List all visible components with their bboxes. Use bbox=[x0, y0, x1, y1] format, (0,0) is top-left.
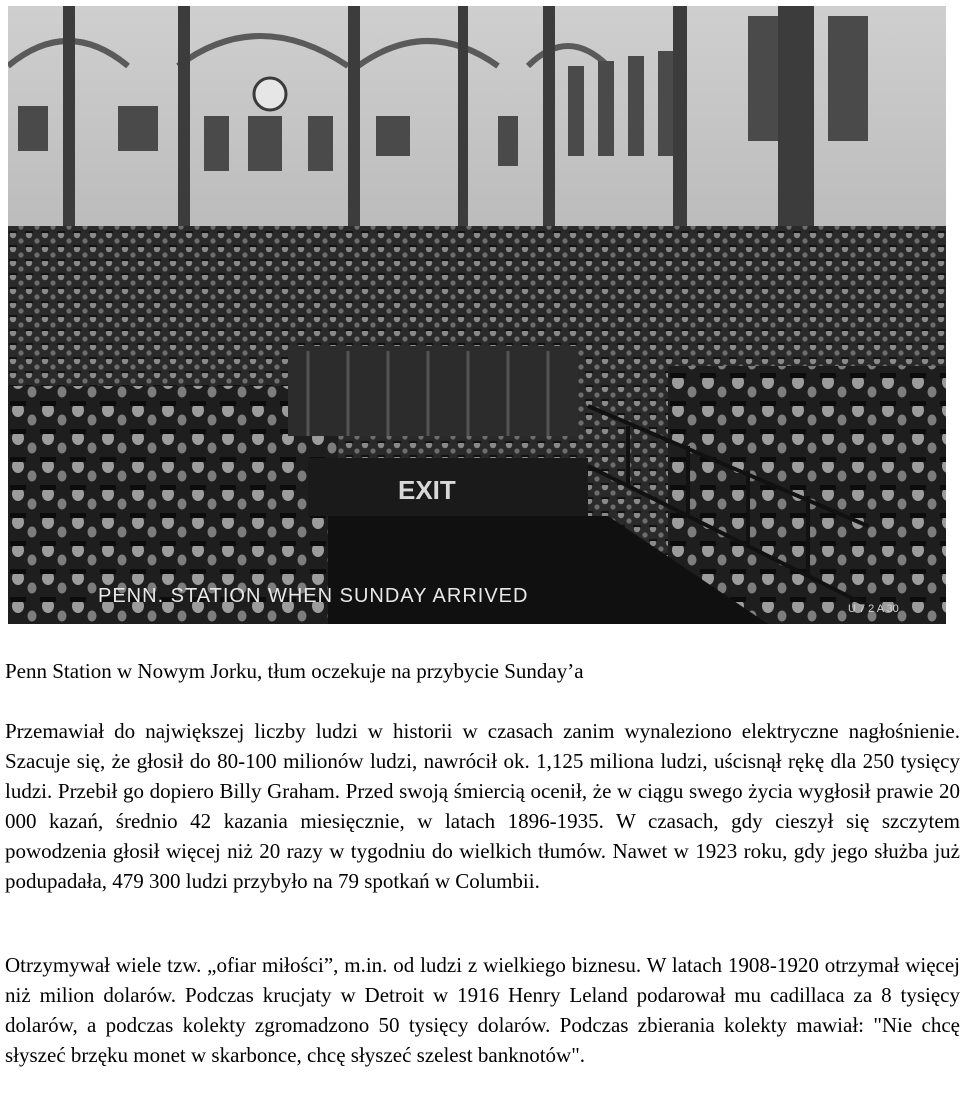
photo-handwritten-caption: PENN. STATION WHEN SUNDAY ARRIVED bbox=[98, 585, 529, 607]
photo-plate-number: U 7 2 A 30 bbox=[848, 603, 899, 615]
historical-photo bbox=[8, 6, 946, 624]
paragraph-2: Otrzymywał wiele tzw. „ofiar miłości”, m.in. od ludzi z wielkiego biznesu. W latach 1908-1920 otrzymał więcej niż milion dolarów. Podczas krucjaty w Detroit w 1916 Henry Leland podarował mu cadillaca za 8 tysięcy dolarów, a podczas kolekty zgromadzono 50 tysięcy dolarów. Podczas zbierania kolekty mawiał: "Nie chcę słyszeć brzęku monet w skarbonce, chcę słyszeć szelest banknotów". bbox=[5, 953, 960, 1067]
paragraph-1: Przemawiał do największej liczby ludzi w historii w czasach zanim wynaleziono elektryczne nagłośnienie. Szacuje się, że głosił do 80-100 milionów ludzi, nawrócił ok. 1,125 miliona ludzi, uścisnął rękę dla 250 tysięcy ludzi. Przebił go dopiero Billy Graham. Przed swoją śmiercią ocenił, że w ciągu swego życia wygłosił prawie 20 000 kazań, średnio 42 kazania miesięcznie, w latach 1896-1935. W czasach, gdy cieszył się szczytem powodzenia głosił więcej niż 20 razy w tygodniu do wielkich tłumów. Nawet w 1923 roku, gdy jego służba już podupadała, 479 300 ludzi przybyło na 79 spotkań w Columbii. bbox=[5, 719, 960, 893]
penn-station-crowd-photo bbox=[8, 6, 946, 624]
exit-sign-text: EXIT bbox=[398, 475, 456, 505]
station-clock bbox=[254, 78, 286, 110]
photo-caption: Penn Station w Nowym Jorku, tłum oczekuje na przybycie Sunday’a bbox=[5, 659, 584, 683]
stair-gate bbox=[288, 346, 578, 436]
